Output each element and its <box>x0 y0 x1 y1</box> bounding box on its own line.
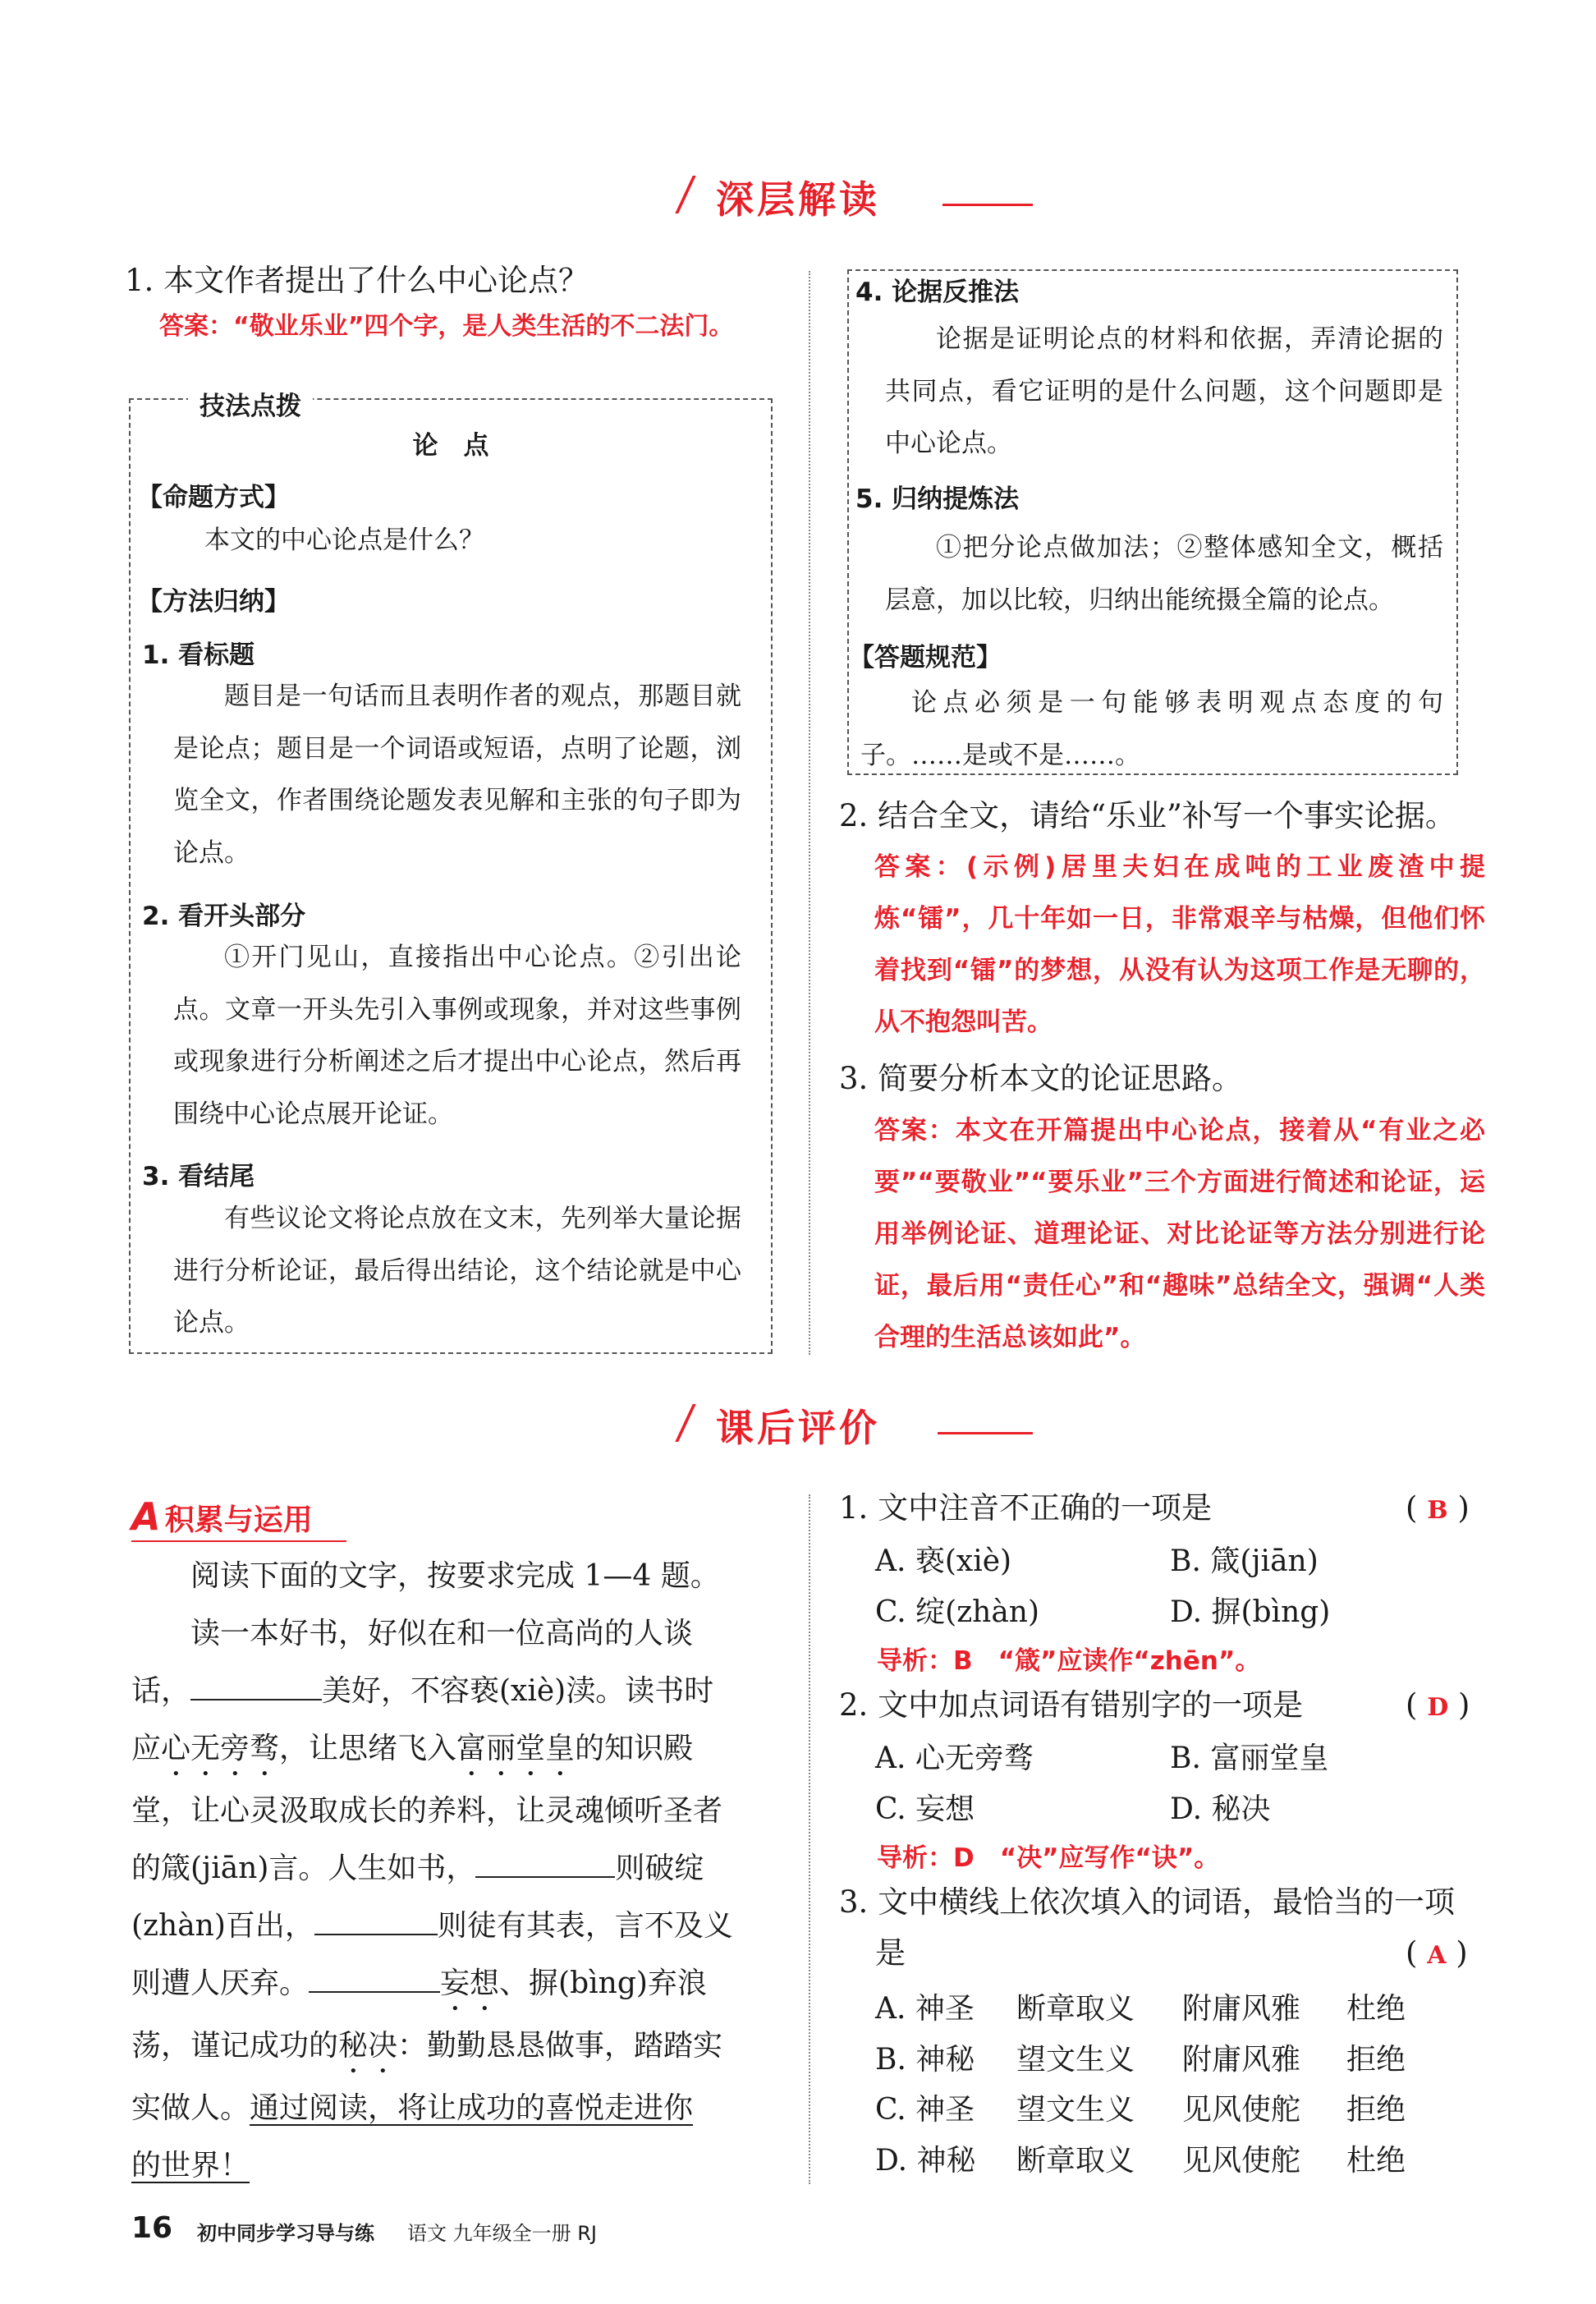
passage-intro: 阅读下面的文字，按要求完成 1—4 题。 <box>190 1559 720 1593</box>
technique-box <box>129 392 773 1354</box>
answer-3 <box>874 1105 1485 1364</box>
method-1-text: 题目是一句话而且表明作者的观点，那题目就是论点；题目是一个词语或短语，点明了论题，浏览全文，作者围绕论题发表见解和主张的句子即为论点。 <box>173 682 741 868</box>
mc3-term: 见风使舵 <box>1182 2144 1301 2178</box>
mc3-term: 见风使舵 <box>1182 2093 1301 2127</box>
fill-blank[interactable] <box>309 1967 440 1993</box>
footer-info: 语文 九年级全一册 RJ <box>407 2222 598 2245</box>
method-3-title: 3. 看结尾 <box>142 1162 255 1191</box>
mc1-guide: 导析：B “箴”应读作“zhēn”。 <box>877 1646 1261 1676</box>
method-2-text: ①开门见山，直接指出中心论点。②引出论点。文章一开头先引入事例或现象，并对这些事例或现象进行分析阐述之后才提出中心论点，然后再围绕中心论点展开论证。 <box>173 943 741 1129</box>
mc3-option-d[interactable]: D. 神秘 <box>875 2144 976 2178</box>
method-4-title: 4. 论据反推法 <box>855 278 1020 307</box>
reading-passage <box>131 1548 780 2195</box>
gui-fan-heading: 【答题规范】 <box>849 643 1002 672</box>
answer-text: 本文在开篇提出中心论点，接着从“有业之必要”“要敬业”“要乐业”三个方面进行简述和论证，运用举例论证、道理论证、对比论证等方法分别进行论证，最后用“责任心”和“趣味”总结全文，强调“人类合理的生活总该如此”。 <box>874 1116 1486 1352</box>
method-2-title: 2. 看开头部分 <box>142 902 306 931</box>
answer-1 <box>159 309 733 345</box>
passage-line: 的箴(jiān)言。人生如书， 则破绽 <box>131 1852 704 1885</box>
answer-label: 答案： <box>874 852 966 882</box>
column-divider <box>809 271 810 1355</box>
mc2-guide: 导析：D “决”应写作“诀”。 <box>877 1843 1220 1873</box>
answer-label: 答案： <box>874 1116 956 1145</box>
passage-line: 实做人。通过阅读，将让成功的喜悦走进你 <box>131 2091 694 2125</box>
mc1-option-a[interactable]: A. 亵(xiè) <box>875 1544 1012 1578</box>
box-tag: 技法点拨 <box>188 385 313 422</box>
mc3-option-a[interactable]: A. 神圣 <box>875 1992 975 2026</box>
fill-blank[interactable] <box>314 1909 438 1935</box>
sub-underline <box>131 1540 346 1542</box>
ming-ti-text: 本文的中心论点是什么？ <box>204 526 484 555</box>
mc2-option-d[interactable]: D. 秘决 <box>1170 1792 1271 1826</box>
box-title: 论 点 <box>412 431 489 461</box>
mc-answer-3: ( A ) <box>1406 1935 1468 1971</box>
passage-line: 话， 美好，不容亵(xiè)渎。读书时 <box>131 1674 714 1708</box>
mc2-option-c[interactable]: C. 妄想 <box>875 1792 975 1826</box>
mc2-option-a[interactable]: A. 心无旁骛 <box>875 1742 1034 1775</box>
answer-label: 答案： <box>159 312 233 341</box>
dotted-term: 妄想 <box>440 1967 500 2000</box>
answer-2 <box>874 842 1485 1049</box>
fang-fa-heading: 【方法归纳】 <box>137 587 290 617</box>
mc3-term: 附庸风雅 <box>1182 2043 1301 2077</box>
gui-fan-text: 论点必须是一句能够表明观点态度的句子。……是或不是……。 <box>860 688 1443 770</box>
fill-blank[interactable] <box>475 1852 615 1878</box>
passage-line: 应心无旁骛，让思绪飞入富丽堂皇的知识殿 <box>131 1732 694 1765</box>
fill-blank[interactable] <box>190 1674 322 1700</box>
sub-title: 积累与运用 <box>164 1503 313 1537</box>
mc3-option-c[interactable]: C. 神圣 <box>875 2093 975 2127</box>
mc3-term: 断章取义 <box>1016 2144 1135 2178</box>
column-divider-lower <box>809 1494 810 2184</box>
question-3: 3. 简要分析本文的论证思路。 <box>839 1061 1243 1096</box>
dotted-term: 心无旁骛 <box>161 1732 280 1765</box>
mc3-term: 拒绝 <box>1346 2093 1406 2127</box>
passage-line: 则遭人厌弃。 妄想、摒(bìng)弃浪 <box>131 1967 707 2000</box>
answer-text: (示例)居里夫妇在成吨的工业废渣中提炼“镭”，几十年如一日，非常艰辛与枯燥，但他们怀着找到“镭”的梦想，从没有认为这项工作是无聊的，从不抱怨叫苦。 <box>874 852 1485 1037</box>
mc3-term: 杜绝 <box>1346 2144 1406 2178</box>
header-slash <box>675 1404 695 1442</box>
mc-answer-1: ( B ) <box>1406 1490 1470 1526</box>
sub-letter: A <box>131 1494 161 1539</box>
question-1: 1. 本文作者提出了什么中心论点？ <box>125 263 589 298</box>
mc3-term: 望文生义 <box>1016 2043 1135 2077</box>
mc1-option-c[interactable]: C. 绽(zhàn) <box>875 1595 1040 1629</box>
method-1-title: 1. 看标题 <box>142 640 255 670</box>
sub-heading <box>131 1494 313 1539</box>
mc2-option-b[interactable]: B. 富丽堂皇 <box>1170 1742 1329 1775</box>
passage-line <box>131 2137 780 2195</box>
dotted-term: 富丽堂皇 <box>456 1732 576 1765</box>
passage-line: 读一本好书，好似在和一位高尚的人谈 <box>190 1617 694 1650</box>
header-slash <box>675 176 695 213</box>
method-3-text: 有些议论文将论点放在文末，先列举大量论据进行分析论证，最后得出结论，这个结论就是中心论点。 <box>173 1204 741 1338</box>
mc3-term: 杜绝 <box>1346 1992 1406 2026</box>
mc-question-1: 1. 文中注音不正确的一项是 <box>839 1490 1213 1526</box>
underlined-sentence: 通过阅读，将让成功的喜悦走进你 <box>250 2091 694 2125</box>
mc3-term: 拒绝 <box>1346 2043 1406 2077</box>
header-line <box>938 1432 1033 1434</box>
mc3-term: 附庸风雅 <box>1182 1992 1301 2026</box>
method-4-text: 论据是证明论点的材料和依据，弄清论据的共同点，看它证明的是什么问题，这个问题即是中心论点。 <box>885 324 1443 458</box>
question-2: 2. 结合全文，请给“乐业”补写一个事实论据。 <box>839 798 1456 833</box>
passage-line: 荡，谨记成功的秘决：勤勤恳恳做事，踏踏实 <box>131 2029 723 2063</box>
ming-ti-heading: 【命题方式】 <box>137 483 290 512</box>
answer-text: “敬业乐业”四个字，是人类生活的不二法门。 <box>233 312 734 341</box>
technique-box-continued <box>847 269 1458 775</box>
mc3-term: 望文生义 <box>1016 2093 1135 2127</box>
mc1-option-b[interactable]: B. 箴(jiān) <box>1170 1544 1319 1578</box>
dotted-term: 秘决 <box>338 2029 398 2063</box>
mc-question-2: 2. 文中加点词语有错别字的一项是 <box>839 1687 1304 1723</box>
section-title-deep-reading: 深层解读 <box>716 177 880 222</box>
mc-question-3: 3. 文中横线上依次填入的词语，最恰当的一项 <box>839 1884 1456 1920</box>
page-number: 16 <box>131 2211 173 2245</box>
passage-line: 堂，让心灵汲取成长的养料，让灵魂倾听圣者 <box>131 1794 723 1828</box>
passage-line: (zhàn)百出， 则徒有其表，言不及义 <box>131 1909 733 1943</box>
underlined-sentence: 的世界！ <box>131 2149 250 2182</box>
mc3-term: 断章取义 <box>1016 1992 1135 2026</box>
mc-answer-2: ( D ) <box>1406 1687 1470 1723</box>
mc1-option-d[interactable]: D. 摒(bìng) <box>1170 1595 1331 1629</box>
method-5-text: ①把分论点做加法；②整体感知全文，概括层意，加以比较，归纳出能统摄全篇的论点。 <box>885 533 1443 615</box>
method-5-title: 5. 归纳提炼法 <box>855 484 1020 514</box>
mc-question-3-cont: 是 <box>875 1935 906 1971</box>
header-line <box>942 204 1033 206</box>
section-title-after-class: 课后评价 <box>716 1406 880 1450</box>
mc3-option-b[interactable]: B. 神秘 <box>875 2043 975 2077</box>
footer-series: 初中同步学习导与练 <box>197 2222 374 2245</box>
